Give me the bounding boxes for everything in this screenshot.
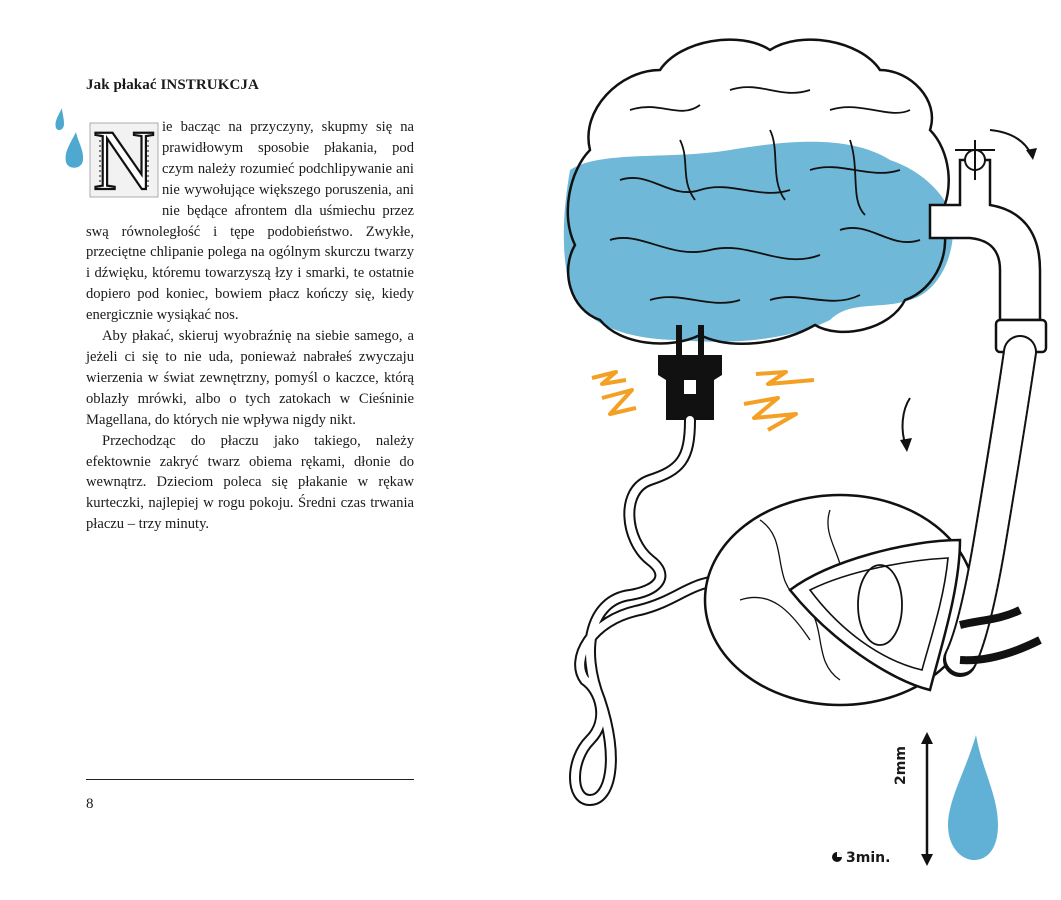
brain-eye-illustration [530,0,1061,900]
footer-rule [86,779,414,780]
spark-right-2 [744,398,796,430]
drop-cap [86,119,162,201]
paragraph-1-text: ie bacząc na przyczyny, skupmy się na prawidłowym sposobie płakania, pod czym należy rozumieć podchlipywanie ani nie wywołujące większego poruszenia, ani nie będące afrontem dla uśmiechu przez swą równoległość i tępe podobieństwo. Zwykłe, przeciętne chlipanie polega na ogólnym skurczu twarzy i dźwięku, któremu towarzyszą łzy i smarki, te ostatnie dopiero pod koniec, bowiem płacz kończy się, kiedy energicznie wysiąkać nos. [86,119,414,324]
paragraph-2: Aby płakać, skieruj wyobraźnię na siebie samego, a jeżeli ci się to nie uda, ponieważ nabrałeś zwyczaju wierzenia w świat zewnętrzny, pomyśl o kaczce, którą oblazły mrówki, albo o tych zatokach w Cieśninie Magellana, do których nie wpływa nigdy nikt. [86,328,414,428]
paragraph-1 [86,117,414,326]
page-heading: Jak płakać INSTRUKCJA [86,77,259,93]
water-drop-decoration [50,106,90,172]
spark-left-1 [592,372,626,384]
spark-left-2 [602,390,636,414]
spark-right-1 [756,372,814,384]
time-label: 3min. [846,850,891,866]
drop-cap-letter: N [92,119,156,201]
paragraph-3: Przechodząc do płaczu jako takiego, należy efektownie zakryć twarz obiema rękami, dłonie do wewnątrz. Dzieciom poleca się płakanie w rękaw kurteczki, najlepiej w rogu pokoju. Średni czas trwania płaczu – trzy minuty. [86,432,414,533]
left-page [0,0,530,900]
page-number: 8 [86,796,94,812]
tear-drop-icon [948,735,998,860]
measure-label: 2mm [893,746,909,785]
rotate-arrow-top [990,130,1032,156]
eyeball [705,495,975,705]
body-text [86,117,414,535]
